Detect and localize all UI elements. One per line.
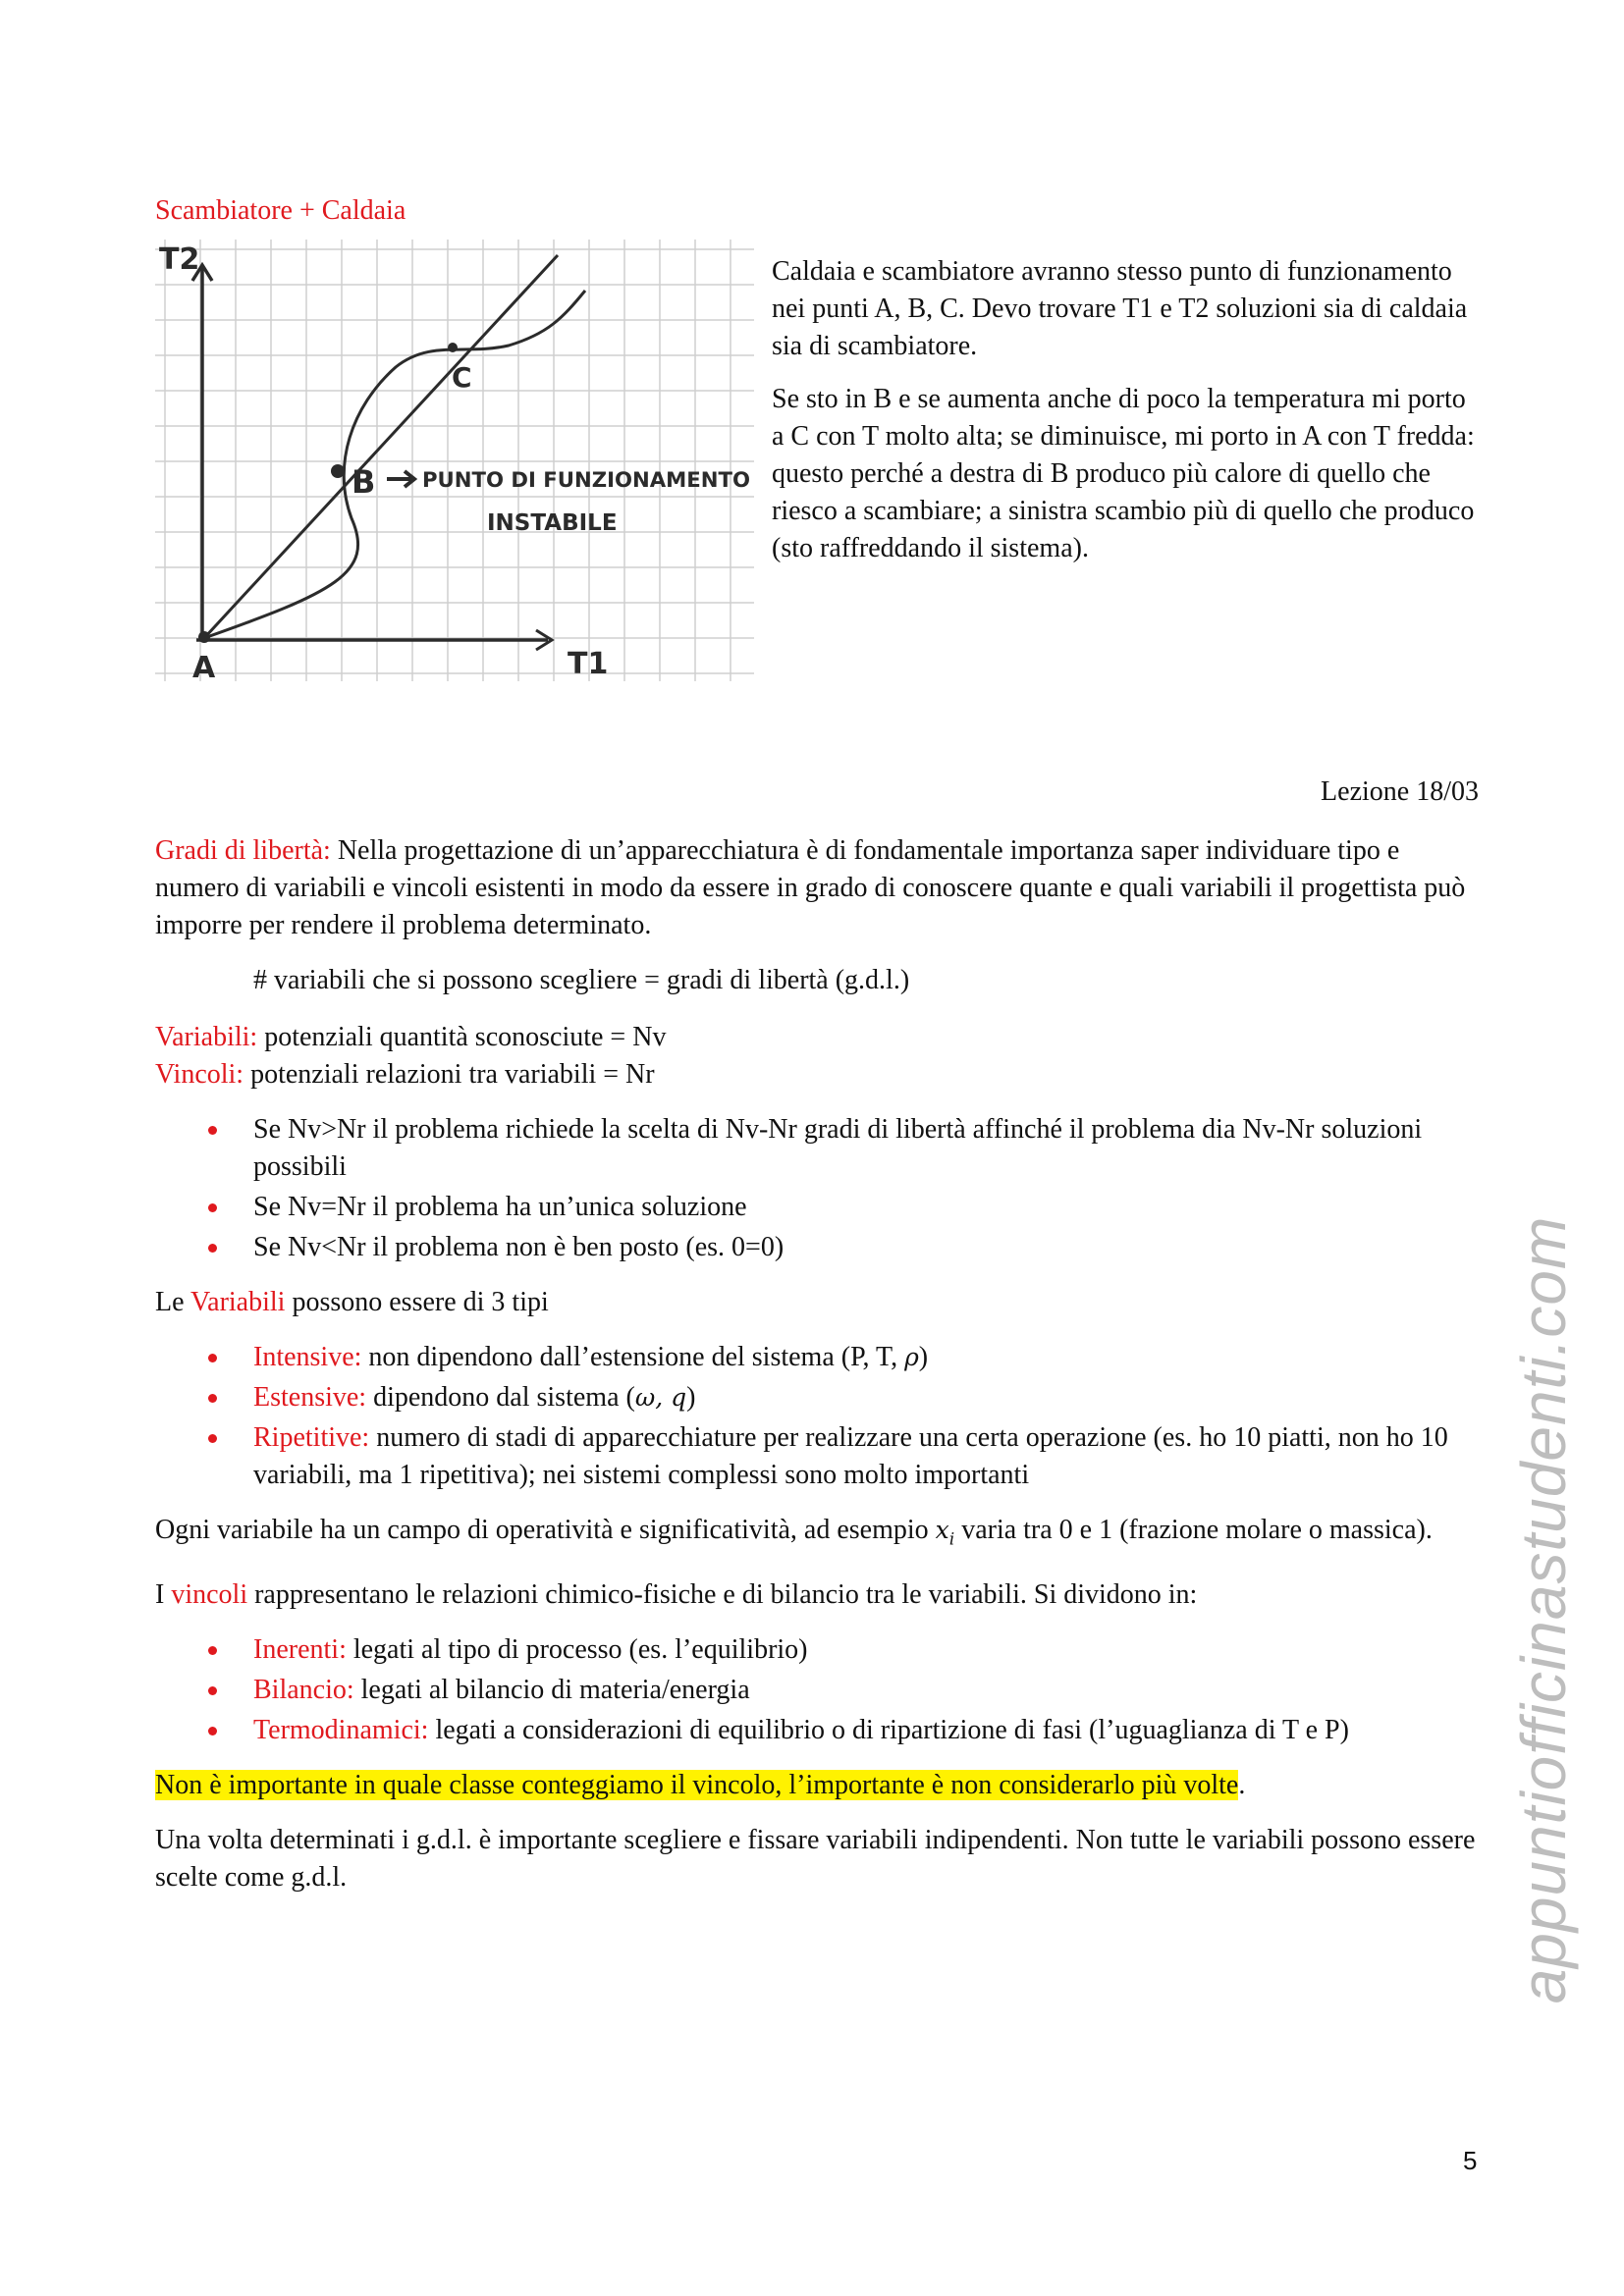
inerenti-text: legati al tipo di processo (es. l’equilibrio) <box>346 1633 808 1665</box>
bilancio-text: legati al bilancio di materia/energia <box>353 1674 750 1705</box>
range-pre: Ogni variabile ha un campo di operatività e significatività, ad esempio <box>155 1515 936 1545</box>
list-item: Se Nv<Nr il problema non è ben posto (es. 0=0) <box>155 1229 1481 1266</box>
point-a-dot <box>198 631 210 643</box>
annotation-line1: PUNTO DI FUNZIONAMENTO <box>422 468 750 492</box>
y-axis-label: T2 <box>159 242 200 277</box>
intensive-term: Intensive: <box>253 1342 362 1372</box>
list-item: Se Nv=Nr il problema ha un’unica soluzione <box>155 1189 1481 1226</box>
lesson-label: Lezione 18/03 <box>1321 776 1479 807</box>
variabili-term: Variabili: <box>155 1022 258 1052</box>
list-item <box>155 1712 1481 1749</box>
var-types-list <box>155 1339 1481 1494</box>
variabili-definition <box>155 1019 1481 1056</box>
closing-paragraph: Una volta determinati i g.d.l. è importante scegliere e fissare variabili indipendenti. Non tutte le variabili possono essere scelte come g.d.l. <box>155 1824 1476 1893</box>
vincoli-intro-pre: I <box>155 1578 172 1610</box>
vincoli-intro-term: vincoli <box>171 1578 248 1610</box>
point-c-dot <box>448 343 458 352</box>
var-types-term: Variabili <box>190 1287 286 1317</box>
range-math-x: x <box>935 1516 949 1544</box>
exchanger-line <box>204 255 558 638</box>
intensive-text: non dipendono dall’estensione del sistema (P, T, <box>361 1342 905 1372</box>
x-axis-label: T1 <box>568 647 609 681</box>
point-b-label: B <box>352 463 376 501</box>
range-post: varia tra 0 e 1 (frazione molare o massica). <box>954 1515 1433 1545</box>
repetitive-text: numero di stadi di apparecchiature per realizzare una certa operazione (es. ho 10 piatti, non ho 10 variabili, ma 1 ripetitiva); nei sistemi complessi sono molto importanti <box>253 1422 1448 1490</box>
range-paragraph <box>155 1512 1481 1559</box>
vincoli-term: Vincoli: <box>155 1059 244 1090</box>
termodinamici-text: legati a considerazioni di equilibrio o di ripartizione di fasi (l’uguaglianza di T e P) <box>428 1714 1349 1745</box>
extensive-term: Estensive: <box>253 1382 367 1413</box>
boiler-curve <box>204 291 585 638</box>
highlight-paragraph <box>155 1767 1481 1804</box>
vincoli-text: potenziali relazioni tra variabili = Nr <box>244 1059 655 1090</box>
highlighted-text: Non è importante in quale classe conteggiamo il vincolo, l’importante è non considerarlo più volte <box>155 1769 1239 1800</box>
list-item <box>155 1672 1481 1709</box>
annotation-arrow-icon <box>387 471 414 487</box>
repetitive-term: Ripetitive: <box>253 1422 370 1453</box>
gdl-term: Gradi di libertà: <box>155 835 331 866</box>
list-item: Se Nv>Nr il problema richiede la scelta di Nv-Nr gradi di libertà affinché il problema dia Nv-Nr soluzioni possibili <box>155 1111 1481 1186</box>
intensive-math: ρ <box>904 1343 919 1371</box>
vincoli-intro-post: rappresentano le relazioni chimico-fisiche e di bilancio tra le variabili. Si dividono in: <box>247 1578 1198 1610</box>
list-item <box>155 1631 1481 1669</box>
range-math-sub: i <box>948 1529 955 1550</box>
point-b-dot <box>331 464 345 478</box>
list-item <box>155 1379 1481 1416</box>
main-body <box>155 832 1481 1914</box>
annotation-line2: INSTABILE <box>487 510 618 536</box>
extensive-math: ω, q <box>634 1383 687 1412</box>
point-a-label: A <box>192 651 216 681</box>
bilancio-term: Bilancio: <box>253 1674 354 1705</box>
intro-paragraph-2: Se sto in B e se aumenta anche di poco la temperatura mi porto a C con T molto alta; se diminuisce, mi porto in A con T fredda: questo perché a destra di B produco più calore di quello che riesco a scambiare; a sinistra scambio più di quello che produco (sto raffreddando il sistema). <box>772 384 1475 563</box>
vincoli-types-list <box>155 1631 1481 1749</box>
section-title: Scambiatore + Caldaia <box>155 195 406 226</box>
var-types-intro-post: possono essere di 3 tipi <box>285 1287 549 1317</box>
vincoli-definition <box>155 1056 1481 1094</box>
gdl-text: Nella progettazione di un’apparecchiatura è di fondamentale importanza saper individuare tipo e numero di variabili e vincoli esistenti in modo da essere in grado di conoscere quante e quali variabili il progettista può imporre per rendere il problema determinato. <box>155 835 1466 940</box>
intensive-after: ) <box>918 1342 929 1372</box>
list-item <box>155 1339 1481 1376</box>
vincoli-intro <box>155 1576 1481 1614</box>
page-number: 5 <box>1463 2146 1478 2175</box>
var-types-intro <box>155 1284 1481 1321</box>
gdl-formula: # variabili che si possono scegliere = gradi di libertà (g.d.l.) <box>253 965 910 995</box>
termodinamici-term: Termodinamici: <box>253 1714 429 1745</box>
extensive-text: dipendono dal sistema ( <box>366 1382 635 1413</box>
gdl-paragraph <box>155 832 1481 944</box>
watermark: appuntiofficinastudenti.com <box>1508 1215 1579 2004</box>
grid-paper <box>155 240 754 681</box>
list-item <box>155 1419 1481 1494</box>
var-types-intro-pre: Le <box>155 1287 191 1317</box>
hand-drawn-sketch <box>155 240 754 681</box>
highlight-after: . <box>1238 1769 1246 1800</box>
point-c-label: C <box>452 361 472 394</box>
inerenti-term: Inerenti: <box>253 1633 347 1665</box>
extensive-after: ) <box>686 1382 696 1413</box>
cases-list <box>155 1111 1481 1266</box>
intro-paragraph-1: Caldaia e scambiatore avranno stesso punto di funzionamento nei punti A, B, C. Devo trovare T1 e T2 soluzioni sia di caldaia sia di scambiatore. <box>772 256 1468 361</box>
variabili-text: potenziali quantità sconosciute = Nv <box>257 1022 667 1052</box>
intro-text <box>772 253 1479 583</box>
